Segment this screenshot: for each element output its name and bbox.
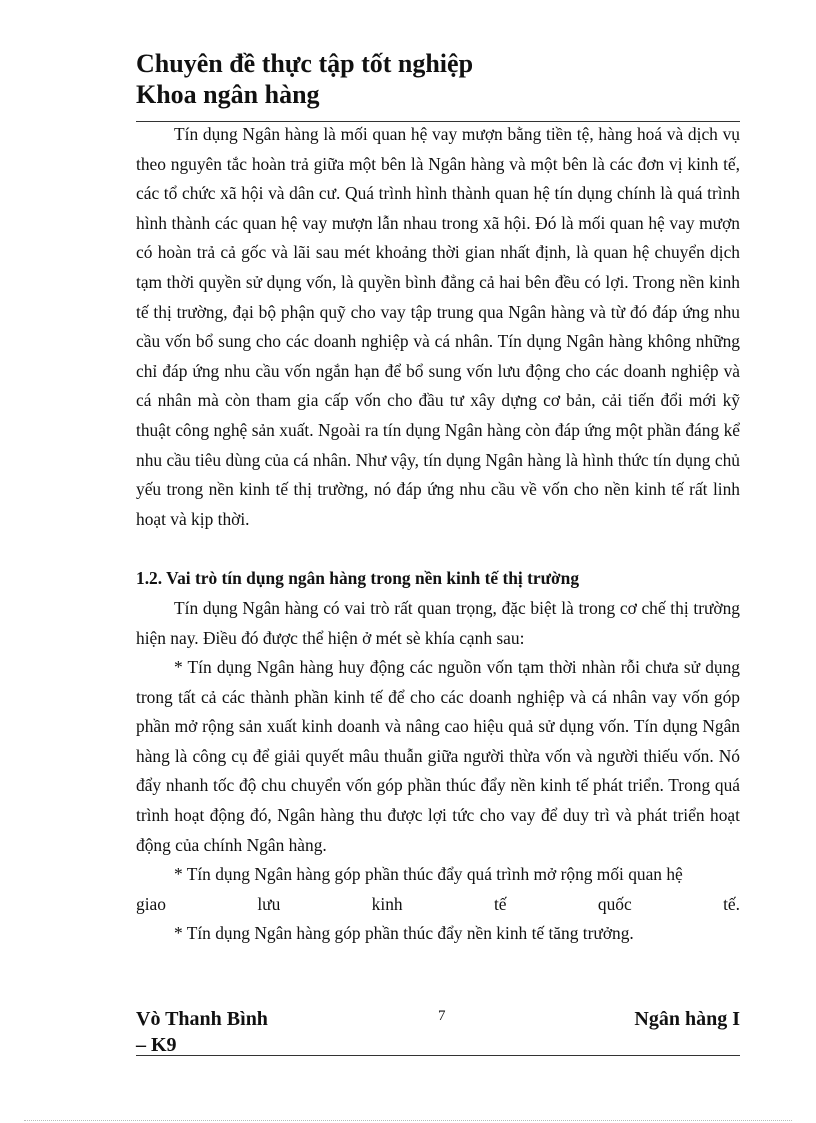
- author-class: – K9: [136, 1034, 177, 1056]
- footer-author: [136, 1006, 268, 1058]
- page-number: 7: [438, 1008, 446, 1024]
- paragraph-capital-mobilization: * Tín dụng Ngân hàng huy động các nguồn vốn tạm thời nhàn rỗi chưa sử dụng trong tất cả các thành phần kinh tế để cho các doanh nghiệp và cá nhân vay vốn góp phần mở rộng sản xuất kinh doanh và nâng cao hiệu quả sử dụng vốn. Tín dụng Ngân hàng là công cụ để giải quyết mâu thuẫn giữa người thừa vốn và người thiếu vốn. Nó đẩy nhanh tốc độ chu chuyển vốn góp phần thúc đẩy nền kinh tế phát triển. Trong quá trình hoạt động đó, Ngân hàng thu được lợi tức cho vay để duy trì và phát triển hoạt động của chính Ngân hàng.: [136, 657, 740, 855]
- section-heading: 1.2. Vai trò tín dụng ngân hàng trong nền kinh tế thị trường: [136, 568, 580, 589]
- page-edge: [24, 1120, 792, 1121]
- footer-department: Ngân hàng I: [634, 1008, 740, 1030]
- paragraph-economic-growth: * Tín dụng Ngân hàng góp phần thúc đẩy nền kinh tế tăng trưởng.: [174, 923, 634, 944]
- page-footer: [136, 1006, 740, 1058]
- paragraph-international-relations-cont: giao lưu kinh tế quốc tế.: [136, 893, 740, 914]
- document-body: [136, 120, 740, 949]
- paragraph-role-intro: Tín dụng Ngân hàng có vai trò rất quan trọng, đặc biệt là trong cơ chế thị trường hiện nay. Điều đó được thể hiện ở mét sè khía cạnh sau:: [136, 597, 740, 648]
- document-title: Chuyên đề thực tập tốt nghiệp: [136, 49, 474, 78]
- author-name: Vò Thanh Bình: [136, 1008, 268, 1030]
- paragraph-credit-definition: Tín dụng Ngân hàng là mối quan hệ vay mượn bằng tiền tệ, hàng hoá và dịch vụ theo nguyên tắc hoàn trả giữa một bên là Ngân hàng và một bên là các đơn vị kinh tế, các tổ chức xã hội và dân cư. Quá trình hình thành quan hệ tín dụng chính là quá trình hình thành các quan hệ vay mượn lẫn nhau trong xã hội. Đó là mối quan hệ vay mượn có hoàn trả cả gốc và lãi sau mét khoảng thời gian nhất định, là quan hệ chuyển dịch tạm thời quyền sử dụng vốn, là quyền bình đẳng cả hai bên đều có lợi. Trong nền kinh tế thị trường, đại bộ phận quỹ cho vay tập trung qua Ngân hàng và từ đó đáp ứng nhu cầu vốn bổ sung cho các doanh nghiệp và cá nhân. Tín dụng Ngân hàng không những chỉ đáp ứng nhu cầu vốn ngắn hạn để bổ sung vốn lưu động cho các doanh nghiệp và cá nhân mà còn tham gia cấp vốn cho đầu tư xây dựng cơ bản, cải tiến đổi mới kỹ thuật công nghệ sản xuất. Ngoài ra tín dụng Ngân hàng còn đáp ứng một phần đáng kể nhu cầu tiêu dùng của cá nhân. Như vậy, tín dụng Ngân hàng là hình thức tín dụng chủ yếu trong nền kinh tế thị trường, nó đáp ứng nhu cầu về vốn cho nền kinh tế rất linh hoạt và kịp thời.: [136, 124, 740, 529]
- faculty-name: Khoa ngân hàng: [136, 80, 320, 109]
- page-header: [136, 48, 740, 110]
- paragraph-international-relations: * Tín dụng Ngân hàng góp phần thúc đẩy quá trình mở rộng mối quan hệ: [174, 864, 683, 885]
- footer-divider: [136, 1055, 740, 1056]
